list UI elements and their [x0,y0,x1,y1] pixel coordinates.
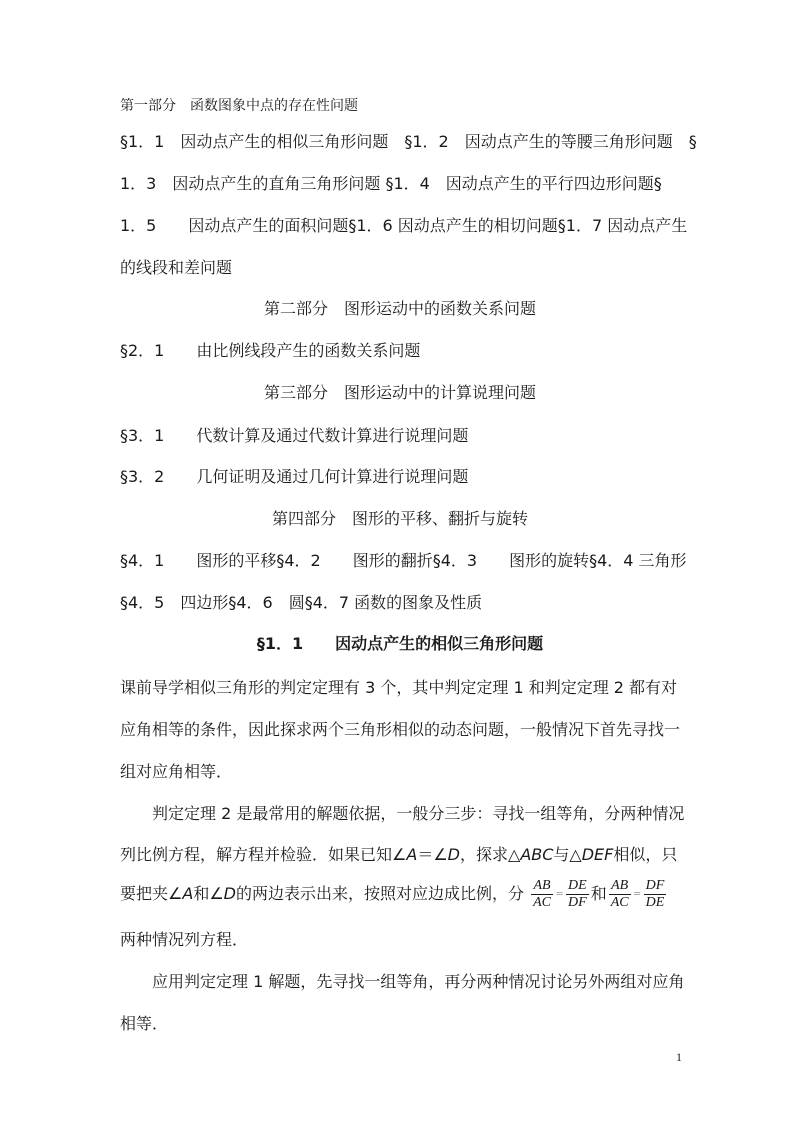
page-number: 1 [676,1050,682,1064]
para1-line3: 组对应角相等． [120,762,233,781]
para3-line1: 应用判定定理 1 解题，先寻找一组等角，再分两种情况讨论另外两组对应角 [152,972,685,991]
toc-line-6: §3．1 代数计算及通过代数计算进行说理问题 [120,426,469,445]
fraction-ab-ac-2: $\frac{AB}{AC}$ [610,878,629,910]
part3-heading: 第三部分 图形运动中的计算说理问题 [263,383,536,402]
part1-heading: 第一部分 函数图象中点的存在性问题 [120,98,358,114]
para3-line2: 相等． [120,1014,169,1033]
part4-heading: 第四部分 图形的平移、翻折与旋转 [271,509,528,528]
fraction-de-df: $\frac{DE}{DF}$ [568,878,587,910]
toc-line-2: 1．3 因动点产生的直角三角形问题 §1．4 因动点产生的平行四边形问题§ [120,174,662,193]
equals-mark-2: ＝ [632,889,642,900]
toc-line-7: §3．2 几何证明及通过几何计算进行说理问题 [120,467,469,486]
part2-heading: 第二部分 图形运动中的函数关系问题 [263,299,536,318]
toc-line-8: §4．1 图形的平移§4．2 图形的翻折§4．3 图形的旋转§4．4 三角形 [120,551,687,570]
toc-line-9: §4．5 四边形§4．6 圆§4．7 函数的图象及性质 [120,593,483,612]
section-title: §1．1 因动点产生的相似三角形问题 [256,634,544,653]
toc-line-4: 的线段和差问题 [120,258,233,277]
equals-mark: ＝ [555,889,565,900]
para1-line2: 应角相等的条件，因此探求两个三角形相似的动态问题，一般情况下首先寻找一 [120,720,681,739]
toc-line-5: §2．1 由比例线段产生的函数关系问题 [120,341,421,360]
fraction-ab-ac: $\frac{AB}{AC}$ [533,878,551,910]
para2-line2: 列比例方程，解方程并检验．如果已知∠A＝∠D，探求△ABC与△DEF相似，只 [120,845,678,864]
para1-line1: 课前导学相似三角形的判定定理有 3 个，其中判定定理 1 和判定定理 2 都有对 [120,678,678,697]
fraction-df-de: $\frac{DF}{DE}$ [645,878,665,910]
para2-line1: 判定定理 2 是最常用的解题依据，一般分三步：寻找一组等角，分两种情况 [152,804,685,823]
para2-line3: 要把夹∠A和∠D的两边表示出来，按照对应边成比例，分 $\frac{AB}{AC}$ ＝ $\frac{DE}{DF}$ 和 $\frac{AB}{AC}$ ＝ $\frac{DF}{DE}$ [120,878,665,910]
para2-line4: 两种情况列方程． [120,930,249,949]
toc-line-3: 1．5 因动点产生的面积问题§1．6 因动点产生的相切问题§1．7 因动点产生 [120,216,688,235]
toc-line-1: §1．1 因动点产生的相似三角形问题 §1．2 因动点产生的等腰三角形问题 § [120,132,697,151]
